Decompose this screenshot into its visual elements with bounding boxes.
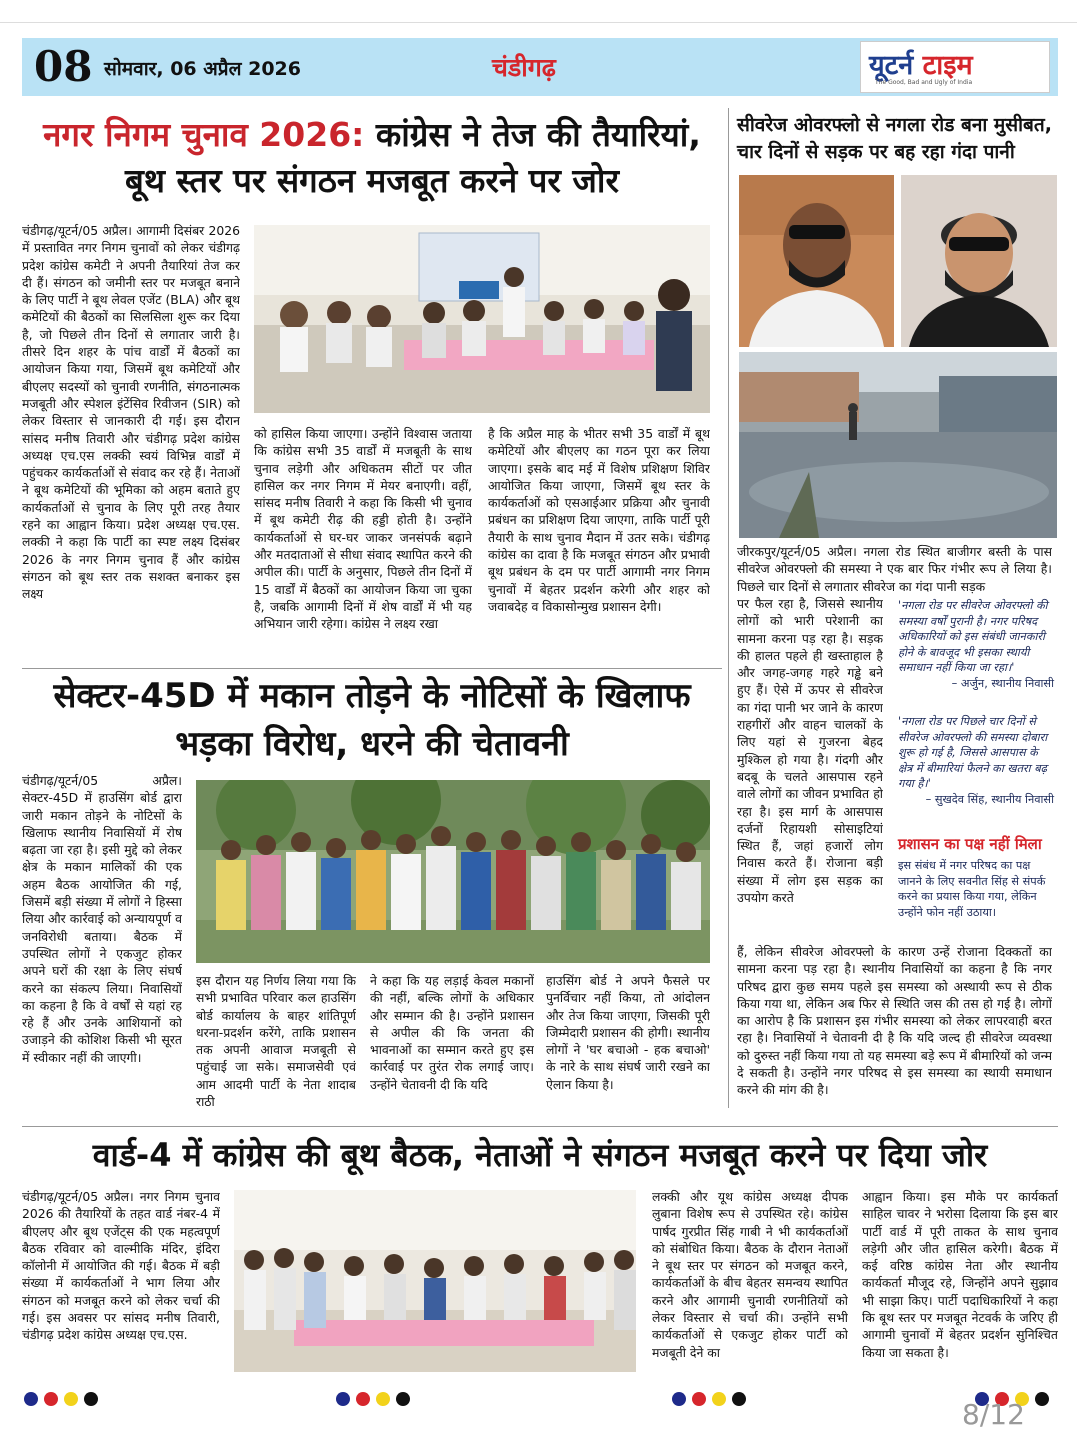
- admin-text: इस संबंध में नगर परिषद का पक्ष जानने के लिए सवनीत सिंह से संपर्क करने का प्रयास किया गया, लेकिन उन्होंने फोन नहीं उठाया।: [898, 859, 1046, 919]
- admin-heading: प्रशासन का पक्ष नहीं मिला: [898, 835, 1042, 853]
- story3-lead: जीरकपुर/यूटर्न/05 अप्रैल। नगला रोड स्थित बाजीगर बस्ती के पास सीवरेज ओवरफ्लो की समस्या ने एक बार फिर गंभीर रूप ले लिया है। पिछले चार दिनों से लगातार सीवरेज का गंदा पानी सड़क: [737, 544, 1052, 594]
- top-strip: [0, 0, 1077, 23]
- story3-wide: हैं, लेकिन सीवरेज ओवरफ्लो के कारण उन्हें रोजाना दिक्कतों का सामना करना पड़ रहा है। स्थानीय निवासियों का कहना है कि नगर परिषद द्वारा कुछ समय पहले इस समस्या को अस्थायी रूप से ठीक किया गया था, लेकिन अब फिर से स्थिति जस की तस हो गई है। लोगों का आरोप है कि प्रशासन इस गंभीर समस्या को लेकर लापरवाही बरत रहा है। निवासियों ने चेतावनी दी है कि यदि जल्द ही सीवरेज व्यवस्था को दुरुस्त नहीं किया गया तो यह समस्या बड़े रूप में बीमारियों को जन्म दे सकती है। उन्होंने नगर परिषद से इस समस्या का स्थायी समाधान करने की मांग की है।: [737, 944, 1052, 1098]
- divider: [22, 668, 722, 669]
- page-number: 08: [34, 42, 93, 91]
- story3-quote1: 'नगला रोड पर सीवरेज ओवरफ्लो की समस्या वर्षों पुरानी है। नगर परिषद अधिकारियों को इस संबंधी जानकारी होने के बावजूद भी इसका स्थायी समाधान नहीं किया जा रहा।' – अर्जुन, स्थानीय निवासी: [898, 599, 1054, 690]
- page-indicator: 8/12: [962, 1398, 1025, 1431]
- column-divider: [728, 108, 729, 1108]
- page-city: चंडीगढ़: [492, 53, 556, 82]
- story4-photo: [234, 1190, 636, 1372]
- story3-narrow: पर फैल रहा है, जिससे स्थानीय लोगों को भारी परेशानी का सामना करना पड़ रहा है। सड़क की हालत पहले ही खस्ताहाल है और जगह-जगह गहरे गड्ढे बने हुए हैं। ऐसे में ऊपर से सीवरेज का गंदा पानी भर जाने के कारण राहगीरों और वाहन चालकों के लिए यहां से गुजरना बेहद मुश्किल हो गया है। गंदगी और बदबू के चलते आसपास रहने वाले लोगों का जीवन प्रभावित हो रहा है। इस मार्ग के आसपास दर्जनों रिहायशी सोसाइटियां स्थित हैं, जहां हजारों लोग निवास करते हैं। रोजाना बड़ी संख्या में लोग इस सड़क का उपयोग करते: [737, 596, 883, 906]
- page-date: सोमवार, 06 अप्रैल 2026: [104, 58, 301, 80]
- story1-col1: चंडीगढ़/यूटर्न/05 अप्रैल। आगामी दिसंबर 2026 में प्रस्तावित नगर निगम चुनावों को लेकर चंडीगढ़ प्रदेश कांग्रेस कमेटी ने अपनी तैयारियां तेज कर दी हैं। संगठन को जमीनी स्तर पर मजबूत बनाने के लिए पार्टी ने बूथ लेवल एजेंट (BLA) और बूथ कमेटियों की बैठकों का सिलसिला शुरू कर दिया है, जो पिछले तीन दिनों से लगातार जारी है। तीसरे दिन शहर के पांच वार्डों में बैठकों का आयोजन किया गया, जिसमें बूथ कमेटियों और बीएलए सदस्यों को चुनावी रणनीति, संगठनात्मक मजबूती और स्पेशल इंटेंसिव रिवीजन (SIR) को लेकर विस्तार से जानकारी दी गई। इस दौरान सांसद मनीष तिवारी और चंडीगढ़ प्रदेश कांग्रेस अध्यक्ष एच.एस लक्की स्वयं विभिन्न वार्डों में पहुंचकर कार्यकर्ताओं से संवाद कर रहे हैं। नेताओं ने बूथ कमेटियों की भूमिका को अहम बताते हुए कार्यकर्ताओं से चुनाव के लिए पूरी तरह तैयार रहने का आह्वान किया। प्रदेश अध्यक्ष एच.एस. लक्की ने कहा कि पार्टी का स्पष्ट लक्ष्य दिसंबर 2026 के नगर निगम चुनाव हैं और कांग्रेस संगठन को बूथ स्तर तक सशक्त बनाकर इस लक्ष्य: [22, 223, 240, 602]
- story2-col3: ने कहा कि यह लड़ाई केवल मकानों की नहीं, बल्कि लोगों के अधिकार और सम्मान की है। उन्होंने प्रशासन से अपील की कि जनता की भावनाओं का सम्मान करते हुए इस कार्रवाई पर तुरंत रोक लगाई जाए। उन्होंने चेतावनी दी कि यदि: [370, 973, 534, 1092]
- newspaper-logo: [860, 41, 1050, 93]
- story2-headline: सेक्टर-45D में मकान तोड़ने के नोटिसों के खिलाफ भड़का विरोध, धरने की चेतावनी: [53, 676, 691, 764]
- story3-quote2: 'नगला रोड पर पिछले चार दिनों से सीवरेज ओवरफ्लो की समस्या दोबारा शुरू हो गई है, जिससे आसपास के क्षेत्र में बीमारियां फैलने का खतरा बढ़ गया है।' – सुखदेव सिंह, स्थानीय निवासी: [898, 715, 1054, 806]
- logo-text: यूटर्न टाइम: [869, 50, 973, 81]
- divider: [22, 1126, 1058, 1127]
- story1-col2: को हासिल किया जाएगा। उन्होंने विश्वास जताया कि कांग्रेस सभी 35 वार्डों में मजबूती के साथ चुनाव लड़ेगी और अधिकतम सीटों पर जीत हासिल कर नगर निगम में मेयर बनाएगी। वहीं, सांसद मनीष तिवारी ने कहा कि किसी भी चुनाव में बूथ कमेटी रीढ़ की हड्डी होती है। उन्होंने कार्यकर्ताओं से घर-घर जाकर जनसंपर्क बढ़ाने और मतदाताओं से सीधा संवाद स्थापित करने की अपील की। पार्टी के अनुसार, पिछले तीन दिनों में 15 वार्डों में बैठकों का आयोजन किया जा चुका है, जबकि आगामी दिनों में शेष वार्डों में भी यह अभियान जारी रहेगा। कांग्रेस ने लक्ष्य रखा: [254, 426, 472, 632]
- story3-photo-sukhdev: [901, 175, 1057, 347]
- story3-headline: सीवरेज ओवरफ्लो से नगला रोड बना मुसीबत, चार दिनों से सड़क पर बह रहा गंदा पानी: [737, 114, 1052, 163]
- story1-photo: [254, 225, 710, 413]
- logo-tagline: The Good, Bad and Ugly of India: [875, 79, 973, 86]
- story3-photo-arjun: [739, 175, 894, 347]
- registration-dots: [24, 1392, 114, 1408]
- registration-dots: [336, 1392, 426, 1408]
- story1-headline: नगर निगम चुनाव 2026: कांग्रेस ने तेज की तैयारियां, बूथ स्तर पर संगठन मजबूत करने पर जोर: [43, 115, 701, 200]
- registration-dots: [672, 1392, 762, 1408]
- story4-headline: वार्ड-4 में कांग्रेस की बूथ बैठक, नेताओं ने संगठन मजबूत करने पर दिया जोर: [92, 1136, 988, 1174]
- story4-col1: चंडीगढ़/यूटर्न/05 अप्रैल। नगर निगम चुनाव 2026 की तैयारियों के तहत वार्ड नंबर-4 में बीएलए और बूथ एजेंट्स की एक महत्वपूर्ण बैठक रविवार को वाल्मीकि मंदिर, इंदिरा कॉलोनी में आयोजित की गई। बैठक में बड़ी संख्या में कार्यकर्ताओं ने भाग लिया और संगठन को मजबूत करने को लेकर चर्चा की गई। इस अवसर पर सांसद मनीष तिवारी, चंडीगढ़ प्रदेश कांग्रेस अध्यक्ष एच.एस.: [22, 1189, 220, 1343]
- story2-col1: चंडीगढ़/यूटर्न/05 अप्रैल। सेक्टर-45D में हाउसिंग बोर्ड द्वारा जारी मकान तोड़ने के नोटिसों के खिलाफ स्थानीय निवासियों में रोष बढ़ता जा रहा है। इसी मुद्दे को लेकर क्षेत्र के मकान मालिकों की एक अहम बैठक आयोजित की गई, जिसमें बड़ी संख्या में लोगों ने हिस्सा लिया और कार्रवाई को अन्यायपूर्ण व जनविरोधी बताया। बैठक में उपस्थित लोगों ने एकजुट होकर अपने घरों की रक्षा के लिए संघर्ष करने का संकल्प लिया। निवासियों का कहना है कि वे वर्षों से यहां रह रहे हैं और उनके आशियानों को उजाड़ने की कोशिश किसी भी सूरत में स्वीकार नहीं की जाएगी।: [22, 773, 182, 1065]
- story4-col3: आह्वान किया। इस मौके पर कार्यकर्ता साहिल चावर ने भरोसा दिलाया कि इस बार पार्टी वार्ड में पूरी ताकत के साथ चुनाव लड़ेगी और जीत हासिल करेगी। बैठक में कई वरिष्ठ कांग्रेस नेता और स्थानीय कार्यकर्ता मौजूद रहे, जिन्होंने अपने सुझाव भी साझा किए। पार्टी पदाधिकारियों ने कहा कि बूथ स्तर पर मजबूत नेटवर्क के जरिए ही आगामी चुनावों में बेहतर प्रदर्शन सुनिश्चित किया जा सकता है।: [862, 1189, 1058, 1360]
- story3-photo-road: [739, 352, 1057, 538]
- story2-col4: हाउसिंग बोर्ड ने अपने फैसले पर पुनर्विचार नहीं किया, तो आंदोलन और तेज किया जाएगा, जिसकी पूरी जिम्मेदारी प्रशासन की होगी। स्थानीय लोगों ने 'घर बचाओ - हक बचाओ' के नारे के साथ संघर्ष जारी रखने का ऐलान किया है।: [546, 973, 710, 1092]
- story2-photo: [196, 780, 710, 963]
- story4-col2: लक्की और यूथ कांग्रेस अध्यक्ष दीपक लुबाना विशेष रूप से उपस्थित रहे। कांग्रेस पार्षद गुरप्रीत सिंह गाबी ने भी कार्यकर्ताओं को संबोधित किया। बैठक के दौरान नेताओं ने बूथ स्तर पर संगठन को मजबूत करने, कार्यकर्ताओं के बीच बेहतर समन्वय स्थापित करने और आगामी चुनावी रणनीतियों को लेकर विस्तार से चर्चा की। उन्होंने सभी कार्यकर्ताओं से एकजुट होकर पार्टी को मजबूती देने का: [652, 1189, 848, 1360]
- story2-col2: इस दौरान यह निर्णय लिया गया कि सभी प्रभावित परिवार कल हाउसिंग बोर्ड कार्यालय के बाहर शांतिपूर्ण धरना-प्रदर्शन करेंगे, ताकि प्रशासन तक अपनी आवाज मजबूती से पहुंचाई जा सके। समाजसेवी एवं आम आदमी पार्टी के नेता शादाब राठी: [196, 973, 356, 1110]
- masthead: [22, 38, 1058, 96]
- story1-col3: है कि अप्रैल माह के भीतर सभी 35 वार्डों में बूथ कमेटियों और बीएलए का गठन पूरा कर लिया जाएगा। इसके बाद मई में विशेष प्रशिक्षण शिविर आयोजित किया जाएगा, जिसमें बूथ स्तर के कार्यकर्ताओं को एसआईआर प्रक्रिया और चुनावी प्रबंधन का प्रशिक्षण दिया जाएगा, ताकि पार्टी पूरी तैयारी के साथ चुनाव मैदान में उतर सके। चंडीगढ़ कांग्रेस का दावा है कि मजबूत संगठन और प्रभावी बूथ प्रबंधन के दम पर पार्टी आगामी नगर निगम चुनावों में बेहतर प्रदर्शन करेगी और शहर को जवाबदेह व विकासोन्मुख प्रशासन देगी।: [488, 426, 710, 614]
